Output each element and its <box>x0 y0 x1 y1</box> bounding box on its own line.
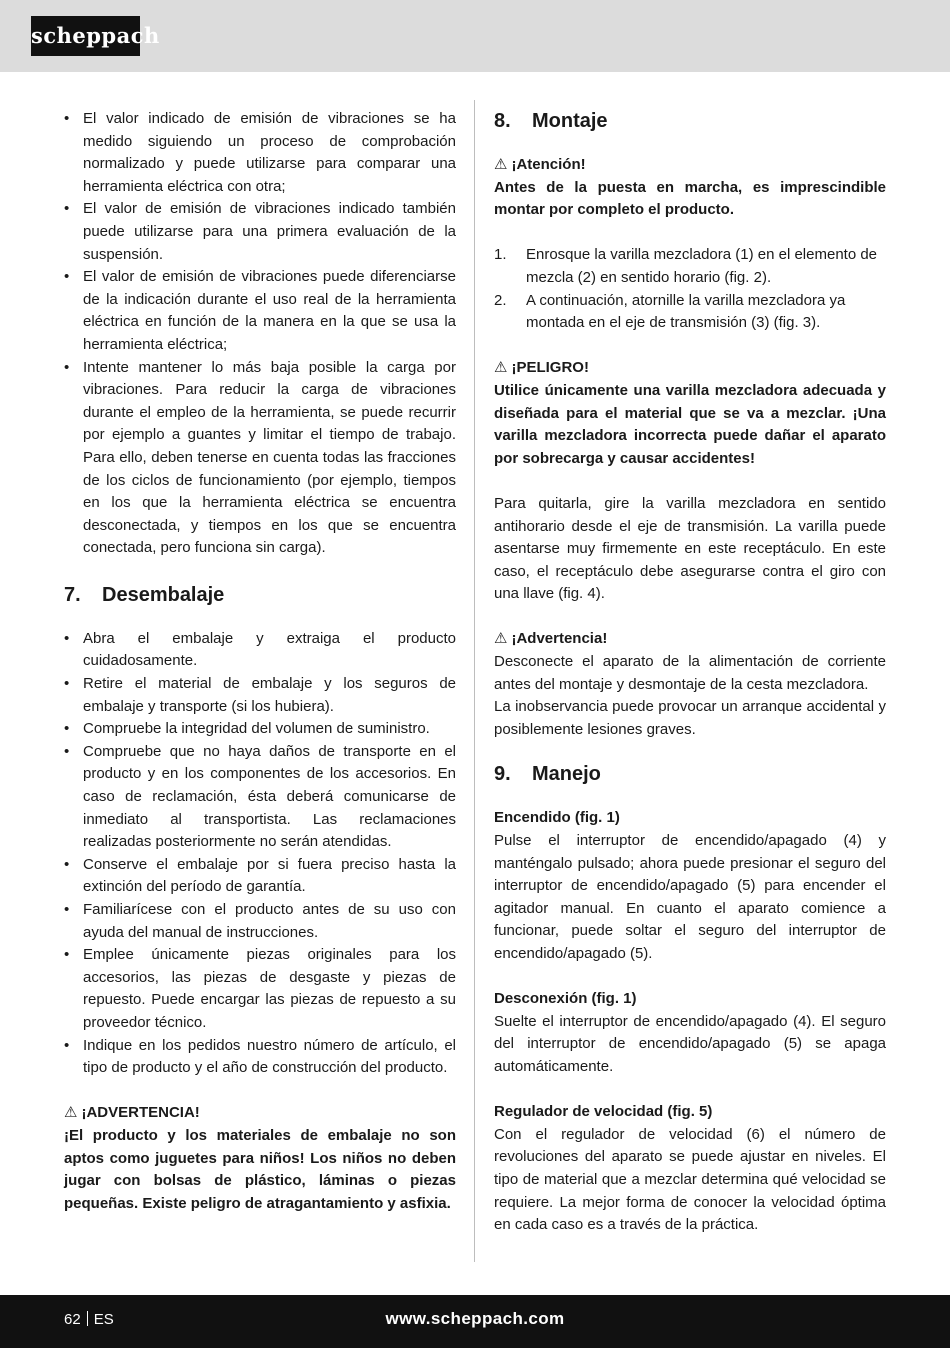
list-item: • Emplee únicamente piezas originales para los accesorios, las piezas de desgaste y piezas de repuesto. Puede encargar las piezas de repuesto a su proveedor técnico. <box>64 944 456 1034</box>
subheading-regulador: Regulador de velocidad (fig. 5) <box>494 1103 713 1121</box>
vibration-bullet-list <box>64 108 456 560</box>
warning-triangle-icon: ⚠ <box>494 359 508 377</box>
list-item: • Conserve el embalaje por si fuera preciso hasta la extinción del período de garantía. <box>64 854 456 899</box>
step-number: 1. <box>494 246 507 264</box>
attention-title: ¡Atención! <box>511 156 586 173</box>
list-item: • Intente mantener lo más baja posible la carga por vibraciones. Para reducir la carga de vibraciones durante el empleo de la herramienta, se puede recurrir por ejemplo a guantes y limitar el tiempo de trabajo. Para ello, deben tenerse en cuenta todas las fracciones de los ciclos de funcionamiento (por ejemplo, tiempos en los que la herramienta eléctrica se encuentra desconectada, y tiempos en los que se encuentra conectada, pero funciona sin carga). <box>64 357 456 560</box>
page-number: 62 <box>64 1311 81 1328</box>
assembly-steps <box>494 244 886 334</box>
list-item: • Familiarícese con el producto antes de su uso con ayuda del manual de instrucciones. <box>64 899 456 944</box>
advertencia-title: ¡Advertencia! <box>511 630 608 648</box>
unpacking-bullet-list <box>64 628 456 1080</box>
warning-triangle-icon: ⚠ <box>494 630 508 648</box>
section-title: Montaje <box>532 110 608 132</box>
advertencia-heading <box>494 628 886 651</box>
warning-text: ¡El producto y los materiales de embalaje no son aptos como juguetes para niños! Los niños no deben jugar con bolsas de plástico, láminas o piezas pequeñas. Existe peligro de atragantamiento y asfixia. <box>64 1126 456 1212</box>
list-item <box>494 244 886 289</box>
warning-triangle-icon: ⚠ <box>494 156 508 173</box>
list-item: • El valor indicado de emisión de vibraciones se ha medido siguiendo un proceso de comprobación normalizado y puede utilizarse para comparar una herramienta eléctrica con otra; <box>64 108 456 198</box>
section-number: 9. <box>494 763 511 786</box>
section-heading-manejo <box>494 761 886 787</box>
website-link[interactable]: www.scheppach.com <box>385 1309 565 1328</box>
header-band <box>0 0 950 72</box>
attention-text: Antes de la puesta en marcha, es imprescindible montar por completo el producto. <box>494 178 886 219</box>
step-number: 2. <box>494 291 507 309</box>
step-text: A continuación, atornille la varilla mezcladora ya montada en el eje de transmisión (3) (fig. 3). <box>526 291 846 332</box>
warning-title: ¡ADVERTENCIA! <box>81 1104 200 1122</box>
list-item: • Compruebe que no haya daños de transporte en el producto y en los componentes de los accesorios. En caso de reclamación, ésta deberá comunicarse de inmediato al transportista. Las reclamaciones realizadas posteriormente no serán atendidas. <box>64 741 456 854</box>
list-item: • Abra el embalaje y extraiga el producto cuidadosamente. <box>64 628 456 673</box>
warning-triangle-icon: ⚠ <box>64 1104 78 1122</box>
list-item: • Indique en los pedidos nuestro número de artículo, el tipo de producto y el año de construcción del producto. <box>64 1035 456 1080</box>
list-item <box>494 290 886 335</box>
advertencia-text: Desconecte el aparato de la alimentación de corriente antes del montaje y desmontaje de la cesta mezcladora. <box>494 653 886 693</box>
right-column <box>494 108 886 1237</box>
footer-band <box>0 1295 950 1348</box>
step-text: Enrosque la varilla mezcladora (1) en el elemento de mezcla (2) en sentido horario (fig. 2). <box>526 246 878 286</box>
list-item: • Compruebe la integridad del volumen de suministro. <box>64 718 456 741</box>
danger-title: ¡PELIGRO! <box>511 359 589 377</box>
subheading-desconexion: Desconexión (fig. 1) <box>494 990 637 1008</box>
danger-heading <box>494 357 886 380</box>
brand-logo: scheppach <box>31 16 140 56</box>
language-code: ES <box>93 1311 114 1328</box>
danger-text: Utilice únicamente una varilla mezcladora adecuada y diseñada para el material que se va a mezclar. ¡Una varilla mezcladora incorrecta puede dañar el aparato por sobrecarga y causar accidentes! <box>494 381 886 467</box>
list-item: • Retire el material de embalaje y los seguros de embalaje y transporte (si los hubiera). <box>64 673 456 718</box>
left-column <box>64 108 456 1215</box>
desconexion-text: Suelte el interruptor de encendido/apagado (4). El seguro del interruptor de encendido/apagado (5) se apaga automáticamente. <box>494 1012 886 1075</box>
subheading-encendido: Encendido (fig. 1) <box>494 809 620 827</box>
encendido-text: Pulse el interruptor de encendido/apagado (4) y manténgalo pulsado; ahora puede presionar el seguro del interruptor de encendido/apagado (5) para encender el agitador manual. En cuanto el aparato comience a funcionar, puede soltar el seguro del interruptor de encendido/apagado (5). <box>494 832 886 962</box>
advertencia-text-2: La inobservancia puede provocar un arranque accidental y posiblemente lesiones graves. <box>494 698 886 738</box>
removal-text: Para quitarla, gire la varilla mezcladora en sentido antihorario desde el eje de transmisión. La varilla puede asentarse muy firmemente en este receptáculo. En este caso, el receptáculo debe asegurarse contra el giro con una llave (fig. 4). <box>494 494 886 603</box>
regulador-text: Con el regulador de velocidad (6) el número de revoluciones del aparato se puede ajustar en niveles. El tipo de material que a mezclar determina qué velocidad se requiere. La mejor forma de conocer la velocidad óptima en cada caso es a través de la práctica. <box>494 1125 886 1234</box>
attention-heading <box>494 154 886 177</box>
column-divider <box>474 100 475 1262</box>
section-heading-desembalaje <box>64 582 456 608</box>
list-item: • El valor de emisión de vibraciones puede diferenciarse de la indicación durante el uso real de la herramienta eléctrica en función de la manera en la que se usa la herramienta eléctrica; <box>64 266 456 356</box>
section-title: Manejo <box>532 763 601 786</box>
section-number: 8. <box>494 110 511 132</box>
section-number: 7. <box>64 583 81 606</box>
section-title: Desembalaje <box>102 583 225 606</box>
section-heading-montaje <box>494 108 886 134</box>
warning-heading <box>64 1102 456 1125</box>
list-item: • El valor de emisión de vibraciones indicado también puede utilizarse para una primera evaluación de la suspensión. <box>64 198 456 266</box>
